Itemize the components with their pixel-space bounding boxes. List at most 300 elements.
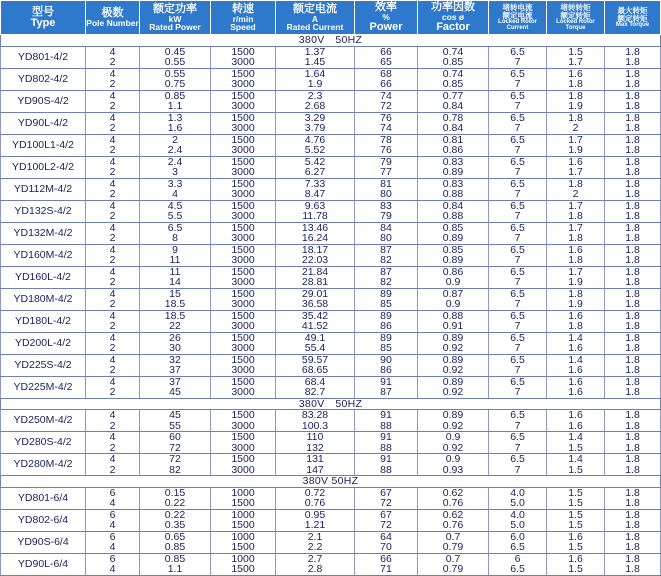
- power-factor-cell: 0.93: [418, 465, 489, 476]
- header-type: [1, 1, 86, 35]
- header-speed-cn: 转速: [232, 2, 254, 15]
- pole-number-cell: 4: [86, 354, 140, 365]
- pole-number-cell: 2: [86, 189, 140, 200]
- rated-current-cell: 1.64: [276, 68, 355, 79]
- motor-type-cell: YD802-6/4: [1, 509, 86, 531]
- speed-cell: 1500: [211, 156, 276, 167]
- table-row: [1, 432, 661, 443]
- efficiency-cell: 71: [355, 564, 418, 575]
- speed-cell: 3000: [211, 101, 276, 112]
- locked-rotor-torque-cell: 1.9: [547, 101, 605, 112]
- max-torque-cell: 1.8: [605, 145, 661, 156]
- power-factor-cell: 0.62: [418, 487, 489, 498]
- speed-cell: 1500: [211, 244, 276, 255]
- pole-number-cell: 6: [86, 509, 140, 520]
- locked-rotor-current-cell: 6: [489, 553, 547, 564]
- pole-number-cell: 4: [86, 46, 140, 57]
- table-row: [1, 277, 661, 288]
- efficiency-cell: 72: [355, 101, 418, 112]
- header-power-factor: [418, 1, 489, 35]
- locked-rotor-current-cell: 6.5: [489, 112, 547, 123]
- pole-number-cell: 2: [86, 465, 140, 476]
- rated-power-cell: 60: [140, 432, 211, 443]
- rated-power-cell: 55: [140, 421, 211, 432]
- speed-cell: 1500: [211, 354, 276, 365]
- rated-power-cell: 45: [140, 387, 211, 398]
- efficiency-cell: 66: [355, 79, 418, 90]
- rated-current-cell: 35.42: [276, 310, 355, 321]
- rated-current-cell: 2.68: [276, 101, 355, 112]
- rated-current-cell: 55.4: [276, 343, 355, 354]
- power-factor-cell: 0.76: [418, 520, 489, 531]
- rated-power-cell: 30: [140, 343, 211, 354]
- pole-number-cell: 2: [86, 57, 140, 68]
- max-torque-cell: 1.8: [605, 200, 661, 211]
- header-rated-power-en: Rated Power: [149, 22, 201, 32]
- header-max-torque-cn: 最大转矩: [617, 6, 648, 15]
- motor-type-cell: YD180M-4/2: [1, 288, 86, 310]
- locked-rotor-current-cell: 6.5: [489, 542, 547, 553]
- locked-rotor-current-cell: 6.5: [489, 134, 547, 145]
- motor-type-cell: YD112M-4/2: [1, 178, 86, 200]
- rated-current-cell: 1.21: [276, 520, 355, 531]
- max-torque-cell: 1.8: [605, 376, 661, 387]
- efficiency-cell: 68: [355, 68, 418, 79]
- locked-rotor-current-cell: 6.5: [489, 46, 547, 57]
- locked-rotor-current-cell: 7: [489, 343, 547, 354]
- rated-power-cell: 5.5: [140, 211, 211, 222]
- table-row: [1, 410, 661, 421]
- table-row: [1, 310, 661, 321]
- locked-rotor-current-cell: 6.5: [489, 354, 547, 365]
- speed-cell: 1500: [211, 90, 276, 101]
- rated-current-cell: 83.28: [276, 410, 355, 421]
- speed-cell: 1500: [211, 310, 276, 321]
- header-speed-en: Speed: [230, 22, 256, 32]
- locked-rotor-torque-cell: 1.6: [547, 410, 605, 421]
- power-factor-cell: 0.74: [418, 46, 489, 57]
- rated-current-cell: 100.3: [276, 421, 355, 432]
- locked-rotor-torque-cell: 1.4: [547, 354, 605, 365]
- efficiency-cell: 66: [355, 46, 418, 57]
- header-max-torque: [605, 1, 661, 35]
- locked-rotor-torque-cell: 1.8: [547, 90, 605, 101]
- locked-rotor-torque-cell: 1.8: [547, 255, 605, 266]
- max-torque-cell: 1.8: [605, 553, 661, 564]
- rated-current-cell: 147: [276, 465, 355, 476]
- motor-type-cell: YD132S-4/2: [1, 200, 86, 222]
- locked-rotor-torque-cell: 1.5: [547, 46, 605, 57]
- max-torque-cell: 1.8: [605, 167, 661, 178]
- speed-cell: 1000: [211, 531, 276, 542]
- rated-power-cell: 2: [140, 134, 211, 145]
- max-torque-cell: 1.8: [605, 288, 661, 299]
- header-type-en: Type: [30, 16, 56, 29]
- rated-current-cell: 59.57: [276, 354, 355, 365]
- locked-rotor-current-cell: 7: [489, 277, 547, 288]
- rated-power-cell: 72: [140, 454, 211, 465]
- power-factor-cell: 0.9: [418, 432, 489, 443]
- table-row: [1, 553, 661, 564]
- header-locked-rotor-torque-cn: 堵转转矩: [560, 3, 591, 12]
- section-header-row: [1, 35, 661, 47]
- pole-number-cell: 4: [86, 432, 140, 443]
- speed-cell: 3000: [211, 343, 276, 354]
- locked-rotor-torque-cell: 1.4: [547, 332, 605, 343]
- table-row: [1, 387, 661, 398]
- table-row: [1, 266, 661, 277]
- speed-cell: 1000: [211, 487, 276, 498]
- power-factor-cell: 0.7: [418, 553, 489, 564]
- rated-current-cell: 3.29: [276, 112, 355, 123]
- locked-rotor-current-cell: 7: [489, 255, 547, 266]
- rated-current-cell: 49.1: [276, 332, 355, 343]
- max-torque-cell: 1.8: [605, 266, 661, 277]
- efficiency-cell: 65: [355, 57, 418, 68]
- efficiency-cell: 72: [355, 498, 418, 509]
- efficiency-cell: 76: [355, 145, 418, 156]
- power-factor-cell: 0.89: [418, 376, 489, 387]
- efficiency-cell: 83: [355, 200, 418, 211]
- pole-number-cell: 2: [86, 421, 140, 432]
- rated-power-cell: 0.55: [140, 57, 211, 68]
- header-power-factor-en: Factor: [436, 20, 470, 33]
- locked-rotor-current-cell: 5.0: [489, 498, 547, 509]
- power-factor-cell: 0.9: [418, 299, 489, 310]
- power-factor-cell: 0.84: [418, 101, 489, 112]
- locked-rotor-torque-cell: 1.8: [547, 112, 605, 123]
- table-row: [1, 101, 661, 112]
- motor-type-cell: YD200L-4/2: [1, 332, 86, 354]
- header-locked-rotor-torque-en: Locked Rotor Torque: [556, 19, 595, 31]
- table-row: [1, 233, 661, 244]
- max-torque-cell: 1.8: [605, 79, 661, 90]
- power-factor-cell: 0.89: [418, 233, 489, 244]
- spec-table-body: [1, 35, 661, 576]
- locked-rotor-current-cell: 7: [489, 387, 547, 398]
- locked-rotor-torque-cell: 1.7: [547, 134, 605, 145]
- locked-rotor-torque-cell: 1.5: [547, 509, 605, 520]
- max-torque-cell: 1.8: [605, 498, 661, 509]
- pole-number-cell: 4: [86, 68, 140, 79]
- rated-power-cell: 3.3: [140, 178, 211, 189]
- locked-rotor-torque-cell: 1.4: [547, 454, 605, 465]
- speed-cell: 3000: [211, 145, 276, 156]
- max-torque-cell: 1.8: [605, 46, 661, 57]
- table-row: [1, 68, 661, 79]
- locked-rotor-torque-cell: 1.7: [547, 57, 605, 68]
- table-row: [1, 90, 661, 101]
- power-factor-cell: 0.81: [418, 134, 489, 145]
- max-torque-cell: 1.8: [605, 509, 661, 520]
- efficiency-cell: 76: [355, 112, 418, 123]
- rated-current-cell: 131: [276, 454, 355, 465]
- pole-number-cell: 2: [86, 299, 140, 310]
- motor-type-cell: YD180L-4/2: [1, 310, 86, 332]
- max-torque-cell: 1.8: [605, 255, 661, 266]
- max-torque-cell: 1.8: [605, 112, 661, 123]
- rated-current-cell: 5.42: [276, 156, 355, 167]
- rated-current-cell: 13.46: [276, 222, 355, 233]
- efficiency-cell: 88: [355, 443, 418, 454]
- locked-rotor-current-cell: 6.5: [489, 410, 547, 421]
- pole-number-cell: 2: [86, 365, 140, 376]
- power-factor-cell: 0.92: [418, 343, 489, 354]
- rated-power-cell: 18.5: [140, 310, 211, 321]
- pole-number-cell: 4: [86, 332, 140, 343]
- speed-cell: 1500: [211, 178, 276, 189]
- max-torque-cell: 1.8: [605, 90, 661, 101]
- max-torque-cell: 1.8: [605, 134, 661, 145]
- pole-number-cell: 2: [86, 233, 140, 244]
- rated-power-cell: 0.85: [140, 90, 211, 101]
- rated-power-cell: 0.22: [140, 509, 211, 520]
- efficiency-cell: 80: [355, 233, 418, 244]
- section-voltage-label: 380V 50HZ: [1, 398, 661, 410]
- pole-number-cell: 6: [86, 487, 140, 498]
- table-row: [1, 167, 661, 178]
- max-torque-cell: 1.8: [605, 277, 661, 288]
- rated-power-cell: 37: [140, 365, 211, 376]
- rated-current-cell: 68.4: [276, 376, 355, 387]
- locked-rotor-torque-cell: 1.5: [547, 520, 605, 531]
- locked-rotor-torque-cell: 1.5: [547, 443, 605, 454]
- motor-type-cell: YD132M-4/2: [1, 222, 86, 244]
- max-torque-cell: 1.8: [605, 178, 661, 189]
- locked-rotor-torque-cell: 1.9: [547, 277, 605, 288]
- efficiency-cell: 70: [355, 542, 418, 553]
- rated-current-cell: 18.17: [276, 244, 355, 255]
- locked-rotor-torque-cell: 1.6: [547, 310, 605, 321]
- locked-rotor-current-cell: 6.5: [489, 454, 547, 465]
- pole-number-cell: 4: [86, 90, 140, 101]
- efficiency-cell: 89: [355, 310, 418, 321]
- efficiency-cell: 87: [355, 244, 418, 255]
- header-pole-number-en: Pole Number: [86, 17, 139, 28]
- pole-number-cell: 4: [86, 564, 140, 575]
- speed-cell: 3000: [211, 167, 276, 178]
- rated-power-cell: 1.1: [140, 564, 211, 575]
- speed-cell: 1500: [211, 542, 276, 553]
- rated-current-cell: 132: [276, 443, 355, 454]
- efficiency-cell: 87: [355, 387, 418, 398]
- motor-type-cell: YD801-4/2: [1, 46, 86, 68]
- header-locked-rotor-current-cn2: 额定电流: [502, 10, 533, 20]
- pole-number-cell: 4: [86, 134, 140, 145]
- rated-current-cell: 36.58: [276, 299, 355, 310]
- efficiency-cell: 81: [355, 178, 418, 189]
- speed-cell: 1500: [211, 410, 276, 421]
- rated-power-cell: 15: [140, 288, 211, 299]
- locked-rotor-torque-cell: 1.8: [547, 211, 605, 222]
- power-factor-cell: 0.85: [418, 244, 489, 255]
- locked-rotor-current-cell: 7: [489, 167, 547, 178]
- power-factor-cell: 0.88: [418, 310, 489, 321]
- section-voltage-label: 380V 50HZ: [1, 35, 661, 47]
- header-efficiency-en: Power: [369, 20, 403, 33]
- power-factor-cell: 0.89: [418, 354, 489, 365]
- motor-type-cell: YD280S-4/2: [1, 432, 86, 454]
- table-row: [1, 145, 661, 156]
- rated-current-cell: 68.65: [276, 365, 355, 376]
- efficiency-cell: 74: [355, 123, 418, 134]
- header-rated-current-unit: A: [311, 13, 319, 24]
- pole-number-cell: 4: [86, 376, 140, 387]
- locked-rotor-torque-cell: 2: [547, 123, 605, 134]
- max-torque-cell: 1.8: [605, 321, 661, 332]
- locked-rotor-current-cell: 6.5: [489, 244, 547, 255]
- pole-number-cell: 2: [86, 145, 140, 156]
- speed-cell: 3000: [211, 299, 276, 310]
- header-efficiency-unit: %: [382, 12, 390, 23]
- efficiency-cell: 77: [355, 167, 418, 178]
- motor-type-cell: YD160L-4/2: [1, 266, 86, 288]
- rated-power-cell: 0.85: [140, 553, 211, 564]
- power-factor-cell: 0.86: [418, 145, 489, 156]
- speed-cell: 3000: [211, 79, 276, 90]
- rated-power-cell: 18.5: [140, 299, 211, 310]
- motor-type-cell: YD225M-4/2: [1, 376, 86, 398]
- table-row: [1, 332, 661, 343]
- efficiency-cell: 79: [355, 156, 418, 167]
- power-factor-cell: 0.79: [418, 542, 489, 553]
- locked-rotor-torque-cell: 1.8: [547, 288, 605, 299]
- rated-power-cell: 1.1: [140, 101, 211, 112]
- efficiency-cell: 85: [355, 343, 418, 354]
- rated-current-cell: 41.52: [276, 321, 355, 332]
- locked-rotor-current-cell: 6.0: [489, 531, 547, 542]
- table-row: [1, 112, 661, 123]
- rated-power-cell: 8: [140, 233, 211, 244]
- locked-rotor-current-cell: 6.5: [489, 222, 547, 233]
- max-torque-cell: 1.8: [605, 189, 661, 200]
- locked-rotor-current-cell: 5.0: [489, 520, 547, 531]
- locked-rotor-torque-cell: 1.8: [547, 79, 605, 90]
- power-factor-cell: 0.77: [418, 90, 489, 101]
- pole-number-cell: 6: [86, 553, 140, 564]
- motor-type-cell: YD250M-4/2: [1, 410, 86, 432]
- max-torque-cell: 1.8: [605, 332, 661, 343]
- rated-current-cell: 2.3: [276, 90, 355, 101]
- locked-rotor-current-cell: 6.5: [489, 266, 547, 277]
- rated-power-cell: 6.5: [140, 222, 211, 233]
- speed-cell: 3000: [211, 443, 276, 454]
- table-row: [1, 222, 661, 233]
- rated-current-cell: 22.03: [276, 255, 355, 266]
- motor-type-cell: YD90S-4/2: [1, 90, 86, 112]
- max-torque-cell: 1.8: [605, 365, 661, 376]
- rated-power-cell: 0.75: [140, 79, 211, 90]
- rated-current-cell: 110: [276, 432, 355, 443]
- rated-current-cell: 11.78: [276, 211, 355, 222]
- section-header-row: [1, 476, 661, 488]
- power-factor-cell: 0.83: [418, 178, 489, 189]
- speed-cell: 3000: [211, 189, 276, 200]
- efficiency-cell: 91: [355, 376, 418, 387]
- pole-number-cell: 4: [86, 410, 140, 421]
- efficiency-cell: 66: [355, 553, 418, 564]
- speed-cell: 3000: [211, 211, 276, 222]
- header-rated-power: [140, 1, 211, 35]
- rated-current-cell: 16.24: [276, 233, 355, 244]
- header-power-factor-unit: cos ø: [441, 12, 465, 23]
- efficiency-cell: 80: [355, 189, 418, 200]
- pole-number-cell: 4: [86, 542, 140, 553]
- table-row: [1, 531, 661, 542]
- locked-rotor-current-cell: 7: [489, 123, 547, 134]
- efficiency-cell: 84: [355, 222, 418, 233]
- locked-rotor-torque-cell: 1.5: [547, 465, 605, 476]
- rated-power-cell: 4: [140, 189, 211, 200]
- rated-power-cell: 45: [140, 410, 211, 421]
- rated-current-cell: 2.7: [276, 553, 355, 564]
- table-row: [1, 244, 661, 255]
- rated-current-cell: 0.95: [276, 509, 355, 520]
- rated-current-cell: 4.76: [276, 134, 355, 145]
- efficiency-cell: 74: [355, 90, 418, 101]
- locked-rotor-torque-cell: 1.6: [547, 365, 605, 376]
- locked-rotor-torque-cell: 1.6: [547, 531, 605, 542]
- motor-type-cell: YD802-4/2: [1, 68, 86, 90]
- rated-current-cell: 7.33: [276, 178, 355, 189]
- max-torque-cell: 1.8: [605, 542, 661, 553]
- max-torque-cell: 1.8: [605, 443, 661, 454]
- pole-number-cell: 2: [86, 277, 140, 288]
- power-factor-cell: 0.79: [418, 564, 489, 575]
- speed-cell: 3000: [211, 277, 276, 288]
- section-voltage-label: 380V 50HZ: [1, 476, 661, 488]
- motor-type-cell: YD90L-4/2: [1, 112, 86, 134]
- rated-current-cell: 28.81: [276, 277, 355, 288]
- locked-rotor-current-cell: 7: [489, 189, 547, 200]
- speed-cell: 3000: [211, 57, 276, 68]
- locked-rotor-current-cell: 7: [489, 321, 547, 332]
- table-row: [1, 288, 661, 299]
- locked-rotor-torque-cell: 1.8: [547, 178, 605, 189]
- rated-current-cell: 2.8: [276, 564, 355, 575]
- locked-rotor-current-cell: 7: [489, 233, 547, 244]
- rated-current-cell: 2.1: [276, 531, 355, 542]
- table-row: [1, 178, 661, 189]
- locked-rotor-current-cell: 7: [489, 443, 547, 454]
- speed-cell: 1500: [211, 498, 276, 509]
- max-torque-cell: 1.8: [605, 57, 661, 68]
- power-factor-cell: 0.87: [418, 288, 489, 299]
- header-locked-rotor-current-cn: 堵转电流: [502, 3, 533, 12]
- rated-power-cell: 9: [140, 244, 211, 255]
- power-factor-cell: 0.76: [418, 498, 489, 509]
- speed-cell: 3000: [211, 233, 276, 244]
- efficiency-cell: 72: [355, 520, 418, 531]
- locked-rotor-torque-cell: 1.8: [547, 233, 605, 244]
- efficiency-cell: 64: [355, 531, 418, 542]
- max-torque-cell: 1.8: [605, 310, 661, 321]
- table-row: [1, 57, 661, 68]
- efficiency-cell: 86: [355, 365, 418, 376]
- speed-cell: 1500: [211, 134, 276, 145]
- motor-type-cell: YD100L1-4/2: [1, 134, 86, 156]
- locked-rotor-torque-cell: 1.6: [547, 553, 605, 564]
- locked-rotor-current-cell: 7: [489, 57, 547, 68]
- pole-number-cell: 4: [86, 266, 140, 277]
- motor-type-cell: YD801-6/4: [1, 487, 86, 509]
- header-row: [1, 1, 661, 35]
- power-factor-cell: 0.92: [418, 365, 489, 376]
- power-factor-cell: 0.85: [418, 79, 489, 90]
- speed-cell: 3000: [211, 465, 276, 476]
- rated-current-cell: 1.9: [276, 79, 355, 90]
- efficiency-cell: 86: [355, 321, 418, 332]
